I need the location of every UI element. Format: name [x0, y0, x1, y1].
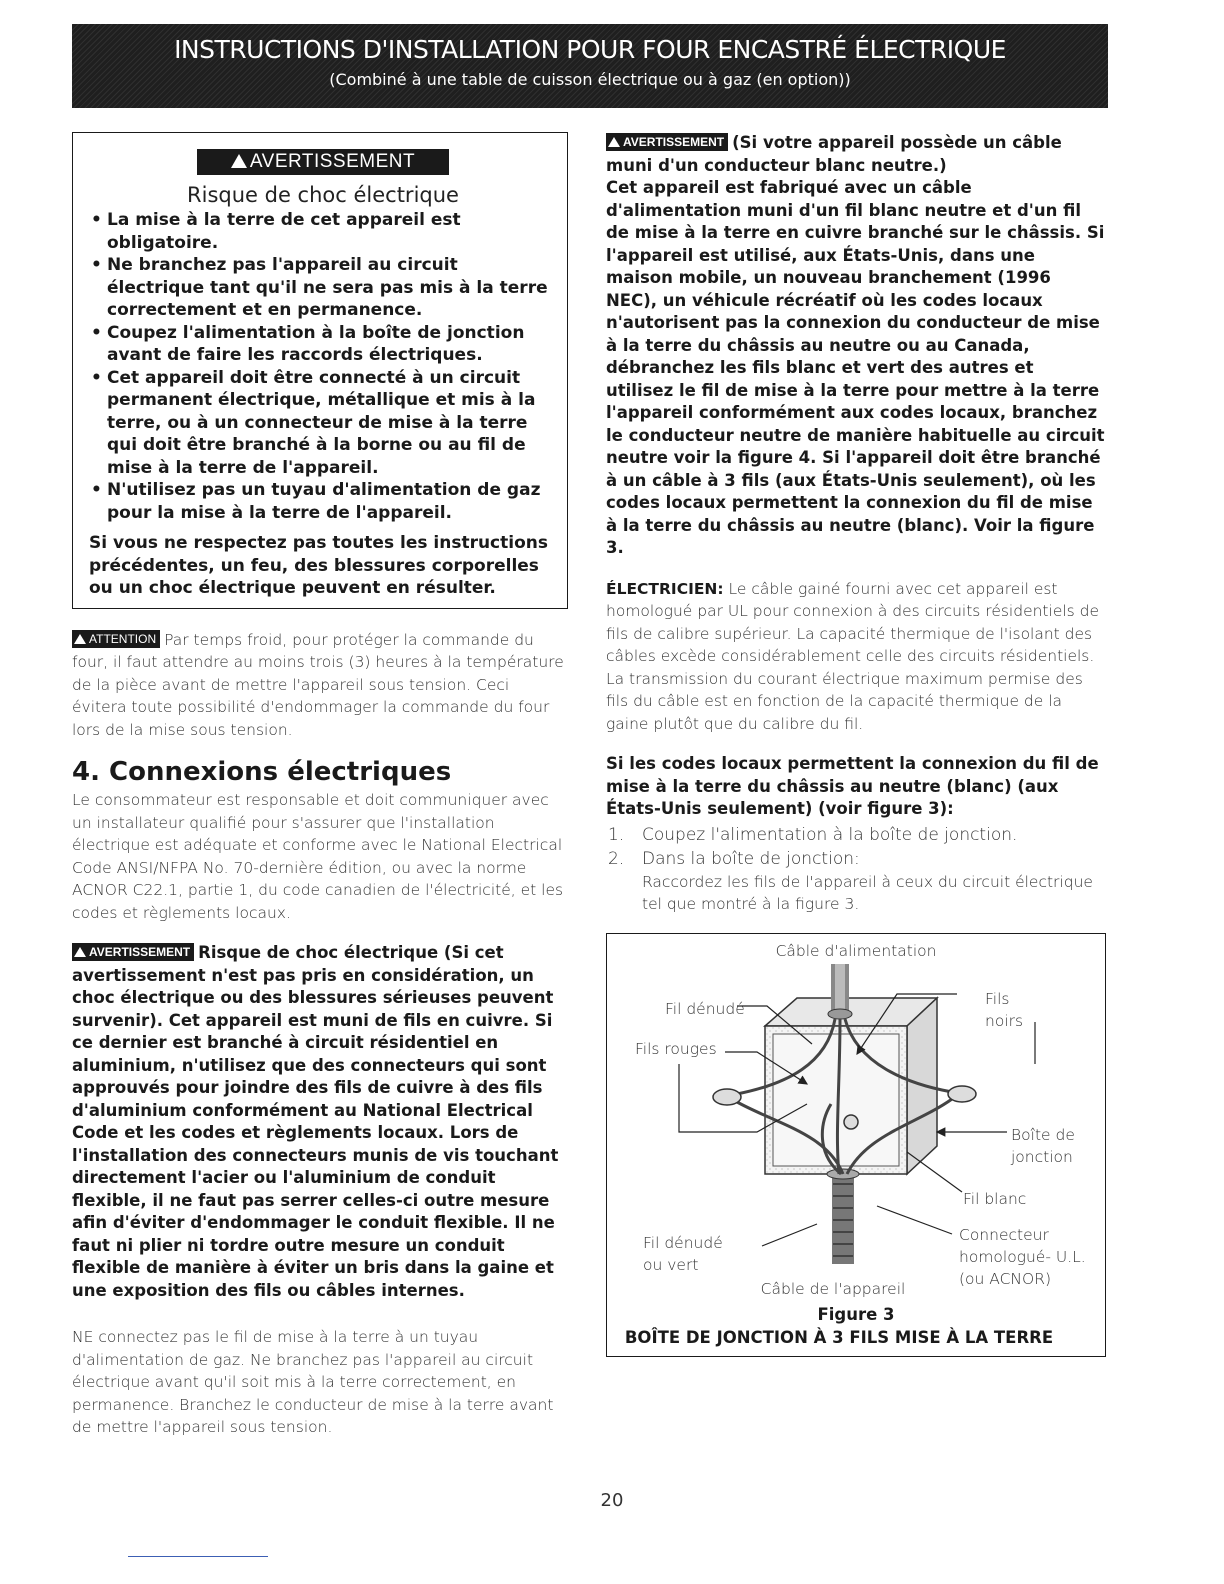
- page-number: 20: [600, 1490, 624, 1511]
- label-stripped-wire: Fil dénudé: [665, 999, 745, 1018]
- steps-list: [606, 823, 1106, 915]
- left-column: [72, 132, 568, 1439]
- right-column: [606, 132, 1106, 1357]
- section-intro: Le consommateur est responsable et doit communiquer avec un installateur qualifié pour s'assurer que l'installation électrique est adéquate et conforme avec le National Electrical Code ANSI/NFPA No. 70-dernière édition, ou avec la norme ACNOR C22.1, partie 1, du code canadien de l'électricité, et les codes et règlements locaux.: [72, 791, 564, 922]
- label-junction-box: Boîte de: [1011, 1125, 1075, 1144]
- label-connector-2: homologué- U.L.: [959, 1247, 1086, 1266]
- attention-text: Par temps froid, pour protéger la commande du four, il faut attendre au moins trois (3) heures à la température de la pièce avant de mettre l'appareil sous tension. Ceci évitera toute possibilité d'endommager la commande du four lors de la mise sous tension.: [72, 630, 564, 739]
- page-header-banner: [72, 24, 1108, 108]
- warning-bullet-list: [89, 209, 557, 524]
- label-connector-3: (ou ACNOR): [959, 1269, 1052, 1288]
- gas-pipe-notice: NE connectez pas le fil de mise à la terre à un tuyau d'alimentation de gaz. Ne branchez pas l'appareil au circuit électrique avant qu'il soit mis à la terre correctement, en permanence. Branchez le conducteur de mise à la terre avant de mettre l'appareil sous tension.: [72, 1328, 554, 1436]
- warning-title: Risque de choc électrique: [187, 183, 459, 207]
- warning-bullet: • Ne branchez pas l'appareil au circuit électrique tant qu'il ne sera pas mis à la terre correctement et en permanence.: [89, 254, 557, 322]
- electric-shock-warning-box: [72, 132, 568, 609]
- label-stripped-or-green: Fil dénudé: [643, 1233, 723, 1252]
- neutral-warning-text: Cet appareil est fabriqué avec un câble d'alimentation muni d'un fil blanc neutre et d'un fil de mise à la terre en cuivre branché sur le châssis. Si l'appareil est utilisé, aux États-Unis, dans une maison mobile, un nouveau branchement (1996 NEC), un véhicule récréatif où les codes locaux n'autorisent pas la connexion du conducteur de mise à la terre du châssis au neutre ou au Canada, débranchez les fils blanc et vert des autres et utilisez le fil de mise à la terre pour mettre à la terre l'appareil conformément aux codes locaux, branchez le conducteur neutre de manière habituelle au circuit neutre voir la figure 4. Si l'appareil doit être branché à un câble à 3 fils (aux États-Unis seulement), où les codes locaux permettent la connexion du fil de mise à la terre du châssis au neutre (blanc). Voir la figure 3.: [606, 178, 1105, 557]
- page-title: INSTRUCTIONS D'INSTALLATION POUR FOUR ENCASTRÉ ÉLECTRIQUE: [174, 35, 1006, 64]
- codes-heading: Si les codes locaux permettent la connexion du fil de mise à la terre du châssis au neutre (blanc) (aux États-Unis seulement) (voir figure 3):: [606, 754, 1099, 818]
- label-white-wire: Fil blanc: [963, 1189, 1027, 1208]
- neutral-wire-warning: [606, 132, 1106, 560]
- warning-triangle-icon: [231, 154, 247, 168]
- warning-triangle-icon: [74, 634, 86, 644]
- power-cable-shape: [828, 964, 852, 1019]
- warning-label-text: AVERTISSEMENT: [89, 945, 191, 959]
- junction-box-shape: [765, 998, 937, 1174]
- figure-subcaption: BOÎTE DE JONCTION À 3 FILS MISE À LA TERRE: [624, 1327, 1054, 1347]
- label-connector: Connecteur: [959, 1225, 1049, 1244]
- label-junction-box-2: jonction: [1011, 1147, 1073, 1166]
- warning-triangle-icon: [608, 137, 620, 147]
- electrician-paragraph: [606, 578, 1106, 736]
- warning-footer: Si vous ne respectez pas toutes les instructions précédentes, un feu, des blessures corporelles ou un choc électrique peuvent en résulter.: [89, 533, 548, 598]
- junction-box-diagram: [607, 934, 1105, 1356]
- aluminium-warning-text: Risque de choc électrique (Si cet avertissement n'est pas pris en considération, un choc électrique ou des blessures sérieuses peuvent survenir). Cet appareil est muni de fils en cuivre. Si ce dernier est branché à circuit résidentiel en aluminium, n'utilisez que des connecteurs qui sont approuvés pour joindre des fils de cuivre à des fils d'aluminium conformément au National Electrical Code et les codes et règlements locaux. Lors de l'installation des connecteurs munis de vis touchant directement l'acier ou l'aluminium de conduit flexible, il ne faut pas serrer celles-ci outre mesure afin d'éviter d'endommager le conduit flexible. Il ne faut ni plier ni tordre outre mesure un conduit flexible de manière à éviter un bris dans la gaine et une exposition des fils ou câbles internes.: [72, 943, 559, 1300]
- footer-rule: [128, 1556, 268, 1557]
- label-black-wires-2: noirs: [985, 1011, 1024, 1030]
- label-stripped-or-green-2: ou vert: [643, 1255, 699, 1274]
- label-black-wires: Fils: [985, 989, 1010, 1008]
- warning-label-text: AVERTISSEMENT: [623, 135, 725, 149]
- label-red-wires: Fils rouges: [635, 1039, 717, 1058]
- step-item: [606, 823, 1106, 847]
- label-appliance-cable: Câble de l'appareil: [760, 1279, 906, 1298]
- electrician-label: ÉLECTRICIEN:: [606, 579, 724, 598]
- appliance-cable-shape: [827, 1169, 859, 1264]
- section-heading: 4. Connexions électriques: [72, 757, 452, 787]
- step-text: Coupez l'alimentation à la boîte de jonction.: [642, 824, 1018, 845]
- step-item: [606, 847, 1106, 915]
- attention-paragraph: [72, 629, 568, 742]
- warning-label: [197, 149, 449, 175]
- figure-caption: Figure 3: [817, 1304, 895, 1324]
- step-number: 2.: [608, 848, 625, 869]
- warning-bullet: • Cet appareil doit être connecté à un circuit permanent électrique, métallique et mis à la terre, ou à un connecteur de mise à la terre qui doit être branché à la borne ou au fil de mise à la terre de l'appareil.: [89, 367, 557, 480]
- label-power-cable: Câble d'alimentation: [775, 941, 937, 960]
- attention-label-text: ATTENTION: [89, 631, 157, 646]
- warning-triangle-icon: [74, 947, 86, 957]
- page-subtitle: (Combiné à une table de cuisson électrique ou à gaz (en option)): [329, 70, 851, 89]
- figure-3-box: [606, 933, 1106, 1357]
- warning-label-text: AVERTISSEMENT: [249, 151, 416, 172]
- electrician-text: Le câble gainé fourni avec cet appareil est homologué par UL pour connexion à des circuits résidentiels de fils de calibre supérieur. La capacité thermique de l'isolant des câbles excède considérablement celle des circuits résidentiels. La transmission du courant électrique maximum permise des fils du câble est en fonction de la capacité thermique de la gaine plutôt que du calibre du fil.: [606, 579, 1100, 733]
- neutral-warning-lead: (Si votre appareil possède un câble muni d'un conducteur blanc neutre.): [606, 133, 1062, 175]
- warning-bullet: • Coupez l'alimentation à la boîte de jonction avant de faire les raccords électriques.: [89, 322, 557, 367]
- attention-label: [72, 630, 160, 648]
- aluminium-warning-paragraph: [72, 942, 568, 1302]
- warning-bullet: • La mise à la terre de cet appareil est obligatoire.: [89, 209, 557, 254]
- step-subtext: Raccordez les fils de l'appareil à ceux du circuit électrique tel que montré à la figure 3.: [642, 872, 1093, 913]
- warning-label-inline: [606, 133, 728, 151]
- step-number: 1.: [608, 824, 625, 845]
- step-text: Dans la boîte de jonction:: [642, 848, 860, 869]
- warning-bullet: • N'utilisez pas un tuyau d'alimentation de gaz pour la mise à la terre de l'appareil.: [89, 479, 557, 524]
- warning-label-inline: [72, 943, 194, 961]
